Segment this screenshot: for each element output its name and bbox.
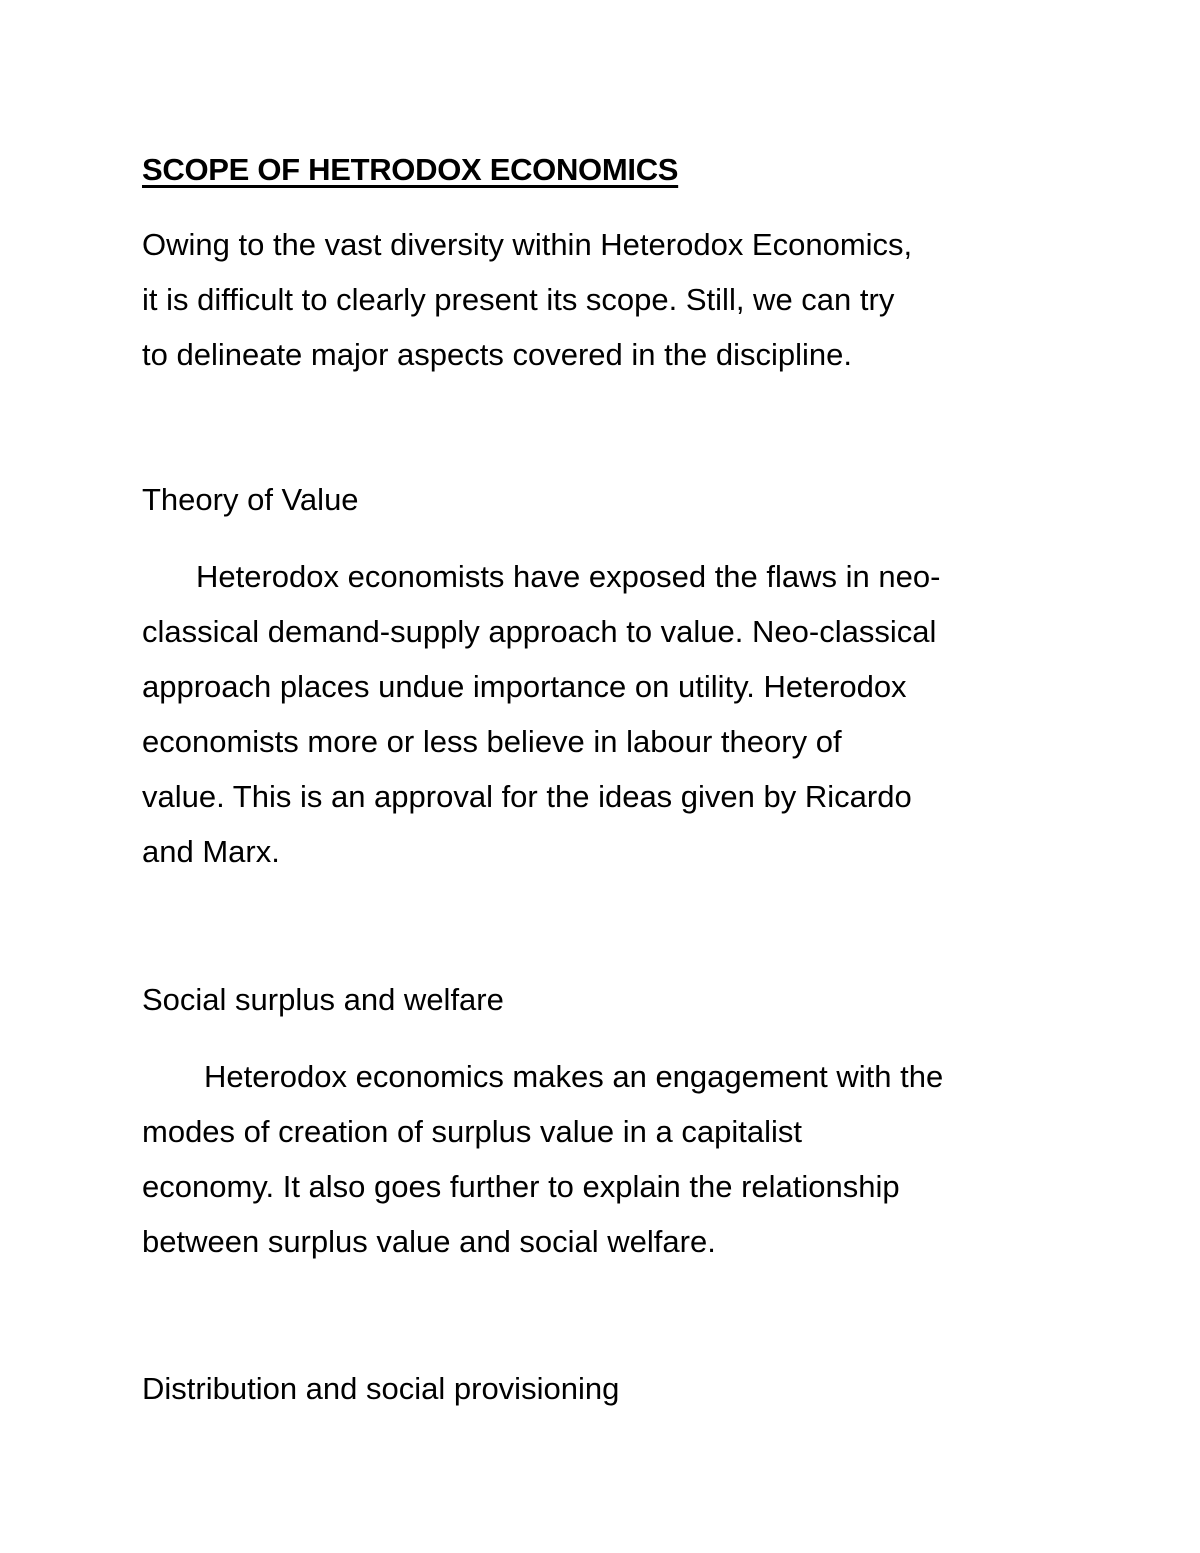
- intro-line: to delineate major aspects covered in the discipline.: [142, 337, 852, 372]
- intro-paragraph: [142, 217, 1082, 382]
- paragraph-line: Heterodox economists have exposed the flaws in neo-: [196, 559, 941, 594]
- paragraph-line: value. This is an approval for the ideas given by Ricardo: [142, 779, 912, 814]
- theory-of-value-paragraph: [142, 549, 1082, 879]
- paragraph-line: and Marx.: [142, 834, 280, 869]
- section-heading-theory-of-value: Theory of Value: [142, 482, 359, 517]
- paragraph-line: classical demand-supply approach to value. Neo-classical: [142, 614, 937, 649]
- paragraph-line: between surplus value and social welfare.: [142, 1224, 716, 1259]
- section-heading-social-surplus: Social surplus and welfare: [142, 982, 504, 1017]
- section-heading-distribution: Distribution and social provisioning: [142, 1371, 620, 1406]
- paragraph-line: economy. It also goes further to explain the relationship: [142, 1169, 900, 1204]
- intro-line: it is difficult to clearly present its scope. Still, we can try: [142, 282, 895, 317]
- paragraph-line: approach places undue importance on utility. Heterodox: [142, 669, 907, 704]
- paragraph-line: modes of creation of surplus value in a capitalist: [142, 1114, 802, 1149]
- paragraph-line: economists more or less believe in labour theory of: [142, 724, 842, 759]
- paragraph-line: Heterodox economics makes an engagement with the: [204, 1059, 944, 1094]
- document-title: SCOPE OF HETRODOX ECONOMICS: [142, 152, 679, 187]
- social-surplus-paragraph: [142, 1049, 1082, 1269]
- intro-line: Owing to the vast diversity within Heterodox Economics,: [142, 227, 913, 262]
